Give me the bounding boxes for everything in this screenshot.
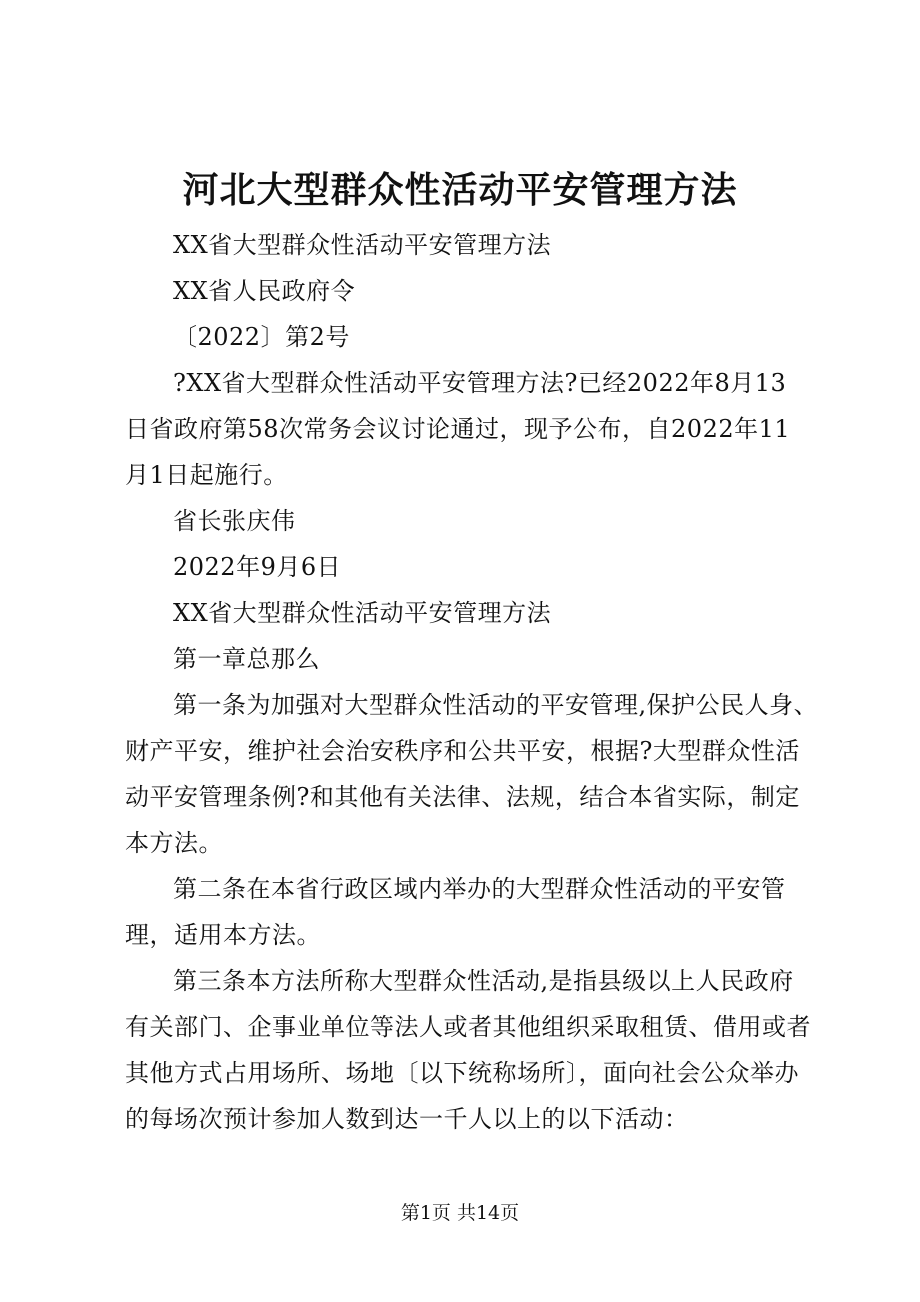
text-line: 第一条为加强对大型群众性活动的平安管理,保护公民人身、 [173, 691, 819, 719]
text-line: 第二条在本省行政区域内举办的大型群众性活动的平安管 [173, 875, 786, 903]
text-line: XX省人民政府令 [173, 277, 356, 305]
text-line: 理，适用本方法。 [125, 921, 321, 949]
text-line: 日省政府第58次常务会议讨论通过，现予公布，自2022年11 [125, 415, 791, 443]
text-line: 第三条本方法所称大型群众性活动,是指县级以上人民政府 [173, 967, 794, 995]
page-number-footer: 第1页 共14页 [400, 1202, 520, 1224]
text-line: 其他方式占用场所、场地〔以下统称场所〕，面向社会公众举办 [125, 1059, 799, 1087]
chapter-heading: 第一章总那么 [173, 645, 320, 673]
text-line: 省长张庆伟 [173, 507, 296, 535]
text-line: XX省大型群众性活动平安管理方法 [173, 599, 552, 627]
text-line: 本方法。 [125, 829, 223, 857]
text-line: 有关部门、企事业单位等法人或者其他组织采取租赁、借用或者 [125, 1013, 811, 1041]
text-line: 动平安管理条例?和其他有关法律、法规，结合本省实际，制定 [125, 783, 800, 811]
text-line: 的每场次预计参加人数到达一千人以上的以下活动： [125, 1105, 689, 1133]
document-body [125, 222, 819, 1142]
text-line: 财产平安，维护社会治安秩序和公共平安，根据?大型群众性活 [125, 737, 800, 765]
text-line: XX省大型群众性活动平安管理方法 [173, 231, 552, 259]
text-line: 2022年9月6日 [173, 553, 342, 581]
text-line: 〔2022〕第2号 [173, 323, 350, 351]
text-line: ?XX省大型群众性活动平安管理方法?已经2022年8月13 [173, 369, 787, 397]
text-line: 月1日起施行。 [125, 461, 288, 489]
document-title: 河北大型群众性活动平安管理方法 [182, 170, 738, 211]
